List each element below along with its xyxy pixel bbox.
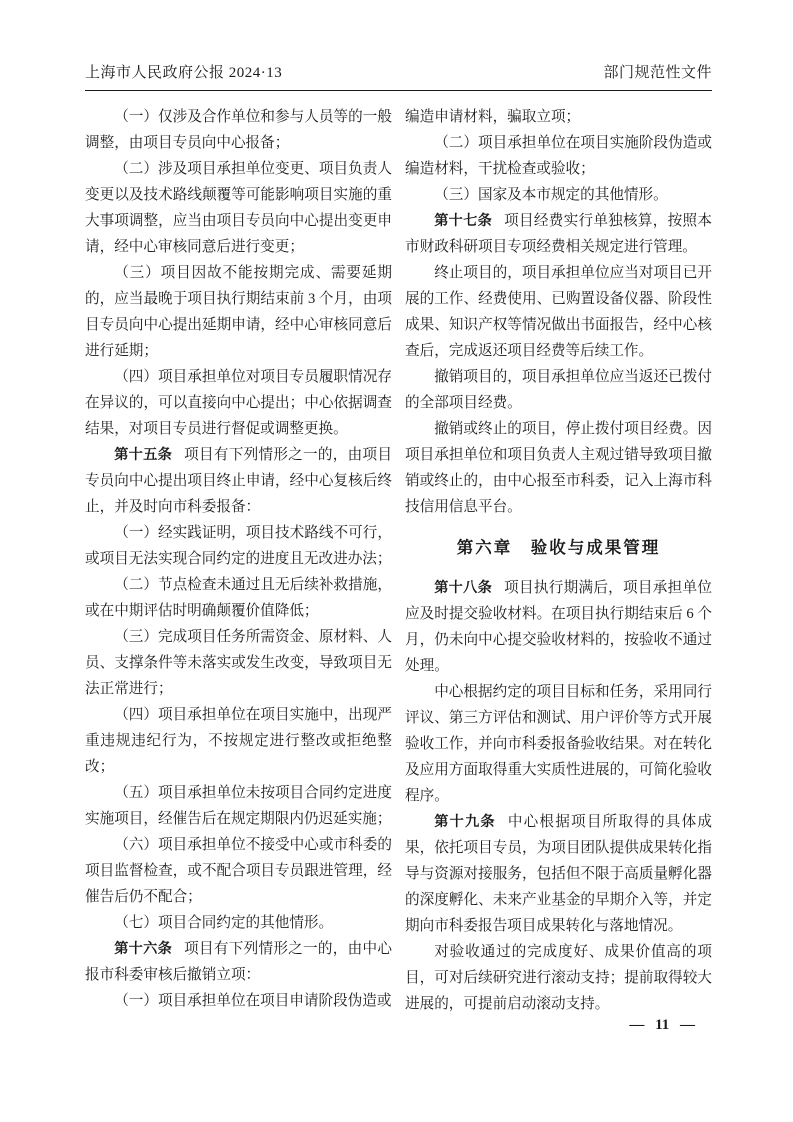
paragraph-text: （二）项目承担单位在项目实施阶段伪造或编造材料，干扰检查或验收； — [405, 135, 712, 177]
article-number: 第十七条 — [434, 213, 493, 229]
right-column — [405, 104, 712, 1017]
article-number: 第十六条 — [114, 941, 173, 957]
paragraph-text: （三）国家及本市规定的其他情形。 — [434, 187, 668, 203]
paragraph-text: 编造申请材料，骗取立项； — [405, 109, 581, 125]
chapter-heading: 第六章 验收与成果管理 — [456, 538, 661, 557]
left-column — [85, 104, 392, 1017]
paragraph — [405, 939, 712, 1017]
paragraph — [85, 520, 392, 572]
paragraph — [85, 832, 392, 910]
paragraph — [405, 416, 712, 520]
article-number: 第十九条 — [434, 814, 496, 830]
paragraph-text: 项目经费实行单独核算，按照本市财政科研项目专项经费相关规定进行管理。 — [405, 213, 712, 255]
paragraph — [405, 130, 712, 182]
paragraph-text: 撤销或终止的项目，停止拨付项目经费。因项目承担单位和项目负责人主观过错导致项目撤销或终止的，由中心报至市科委，记入上海市科技信用信息平台。 — [405, 421, 712, 515]
paragraph-text: 撤销项目的，项目承担单位应当返还已拨付的全部项目经费。 — [405, 369, 712, 411]
paragraph-text: （二）节点检查未通过且无后续补救措施，或在中期评估时明确颠覆价值降低； — [85, 577, 392, 619]
paragraph — [85, 910, 392, 936]
paragraph-text: （七）项目合同约定的其他情形。 — [114, 915, 334, 931]
paragraph-text: （二）涉及项目承担单位变更、项目负责人变更以及技术路线颠覆等可能影响项目实施的重大事项调整，应当由项目专员向中心提出变更申请，经中心审核同意后进行变更； — [85, 161, 392, 255]
header-rule — [85, 90, 712, 91]
paragraph-text: （五）项目承担单位未按项目合同约定进度实施项目，经催告后在规定期限内仍迟延实施； — [85, 785, 392, 827]
paragraph-text: （一）仅涉及合作单位和参与人员等的一般调整，由项目专员向中心报备； — [85, 109, 392, 151]
paragraph-text: （四）项目承担单位对项目专员履职情况存在异议的，可以直接向中心提出；中心依据调查结果，对项目专员进行督促或调整更换。 — [85, 369, 392, 437]
paragraph — [405, 364, 712, 416]
paragraph-text: 项目有下列情形之一的，由项目专员向中心提出项目终止申请，经中心复核后终止，并及时向市科委报备： — [85, 447, 392, 515]
gazette-title: 上海市人民政府公报 2024·13 — [85, 65, 283, 81]
paragraph-text: （三）完成项目任务所需资金、原材料、人员、支撑条件等未落实或发生改变，导致项目无法正常进行； — [85, 629, 392, 697]
page-footer — [629, 1012, 695, 1038]
paragraph — [85, 572, 392, 624]
paragraph — [85, 988, 392, 1014]
paragraph — [405, 182, 712, 208]
document-body — [85, 104, 712, 1017]
paragraph — [85, 104, 392, 156]
paragraph — [405, 575, 712, 679]
article-number: 第十八条 — [434, 580, 493, 596]
paragraph — [405, 104, 712, 130]
paragraph-text: （一）经实践证明，项目技术路线不可行，或项目无法实现合同约定的进度且无改进办法； — [85, 525, 392, 567]
paragraph-text: （六）项目承担单位不接受中心或市科委的项目监督检查，或不配合项目专员跟进管理，经催告后仍不配合； — [85, 837, 392, 905]
paragraph-text: （一）项目承担单位在项目申请阶段伪造或 — [114, 993, 392, 1009]
paragraph — [85, 156, 392, 260]
paragraph-text: 项目执行期满后，项目承担单位应及时提交验收材料。在项目执行期结束后 6 个月，仍未向中心提交验收材料的，按验收不通过处理。 — [405, 580, 712, 674]
paragraph-text: （四）项目承担单位在项目实施中，出现严重违规违纪行为，不按规定进行整改或拒绝整改； — [85, 707, 392, 775]
paragraph-text: 中心根据约定的项目目标和任务，采用同行评议、第三方评估和测试、用户评价等方式开展验收工作，并向市科委报备验收结果。对在转化及应用方面取得重大实质性进展的，可简化验收程序。 — [405, 684, 712, 804]
paragraph — [85, 624, 392, 702]
paragraph-text: 终止项目的，项目承担单位应当对项目已开展的工作、经费使用、已购置设备仪器、阶段性成果、知识产权等情况做出书面报告，经中心核查后，完成返还项目经费等后续工作。 — [405, 265, 712, 359]
paragraph — [85, 260, 392, 364]
document-category: 部门规范性文件 — [603, 65, 712, 81]
paragraph — [405, 260, 712, 364]
paragraph-text: （三）项目因故不能按期完成、需要延期的，应当最晚于项目执行期结束前 3 个月，由项目专员向中心提出延期申请，经中心审核同意后进行延期； — [85, 265, 392, 359]
paragraph — [85, 364, 392, 442]
page-header — [85, 61, 712, 82]
paragraph — [85, 780, 392, 832]
article-number: 第十五条 — [114, 447, 173, 463]
paragraph — [85, 936, 392, 988]
paragraph-text: 项目有下列情形之一的，由中心报市科委审核后撤销立项： — [85, 941, 392, 983]
paragraph-text: 中心根据项目所取得的具体成果，依托项目专员，为项目团队提供成果转化指导与资源对接服务，包括但不限于高质量孵化器的深度孵化、未来产业基金的早期介入等，并定期向市科委报告项目成果转化与落地情况。 — [405, 814, 712, 934]
paragraph — [405, 208, 712, 260]
paragraph — [405, 679, 712, 809]
paragraph — [405, 809, 712, 939]
paragraph — [85, 702, 392, 780]
paragraph-text: 对验收通过的完成度好、成果价值高的项目，可对后续研究进行滚动支持；提前取得较大进展的，可提前启动滚动支持。 — [405, 944, 712, 1012]
page-number: — 11 — — [629, 1017, 695, 1033]
paragraph — [85, 442, 392, 520]
